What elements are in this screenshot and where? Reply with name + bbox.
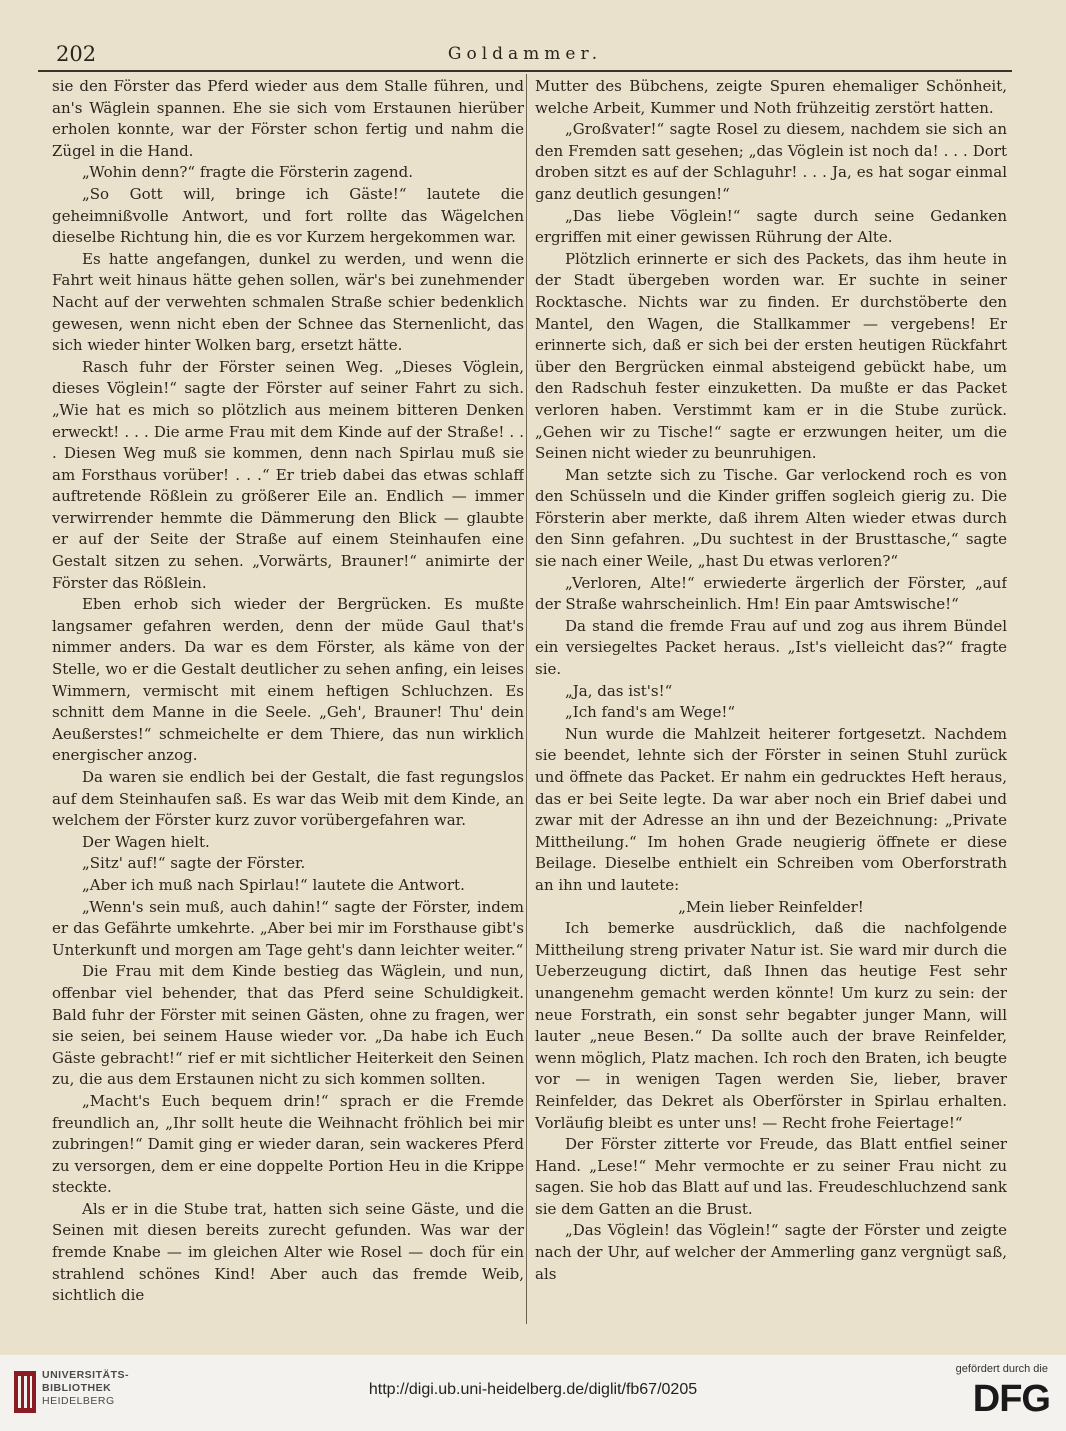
paragraph: Die Frau mit dem Kinde bestieg das Wäglein, und nun, offenbar viel behender, that das Pferd seine Schuldigkeit. Bald fuhr der Förster mit seinen Gästen, ohne zu fragen, wer sie seien, bei seinem Hause wieder vor. „Da habe ich Euch Gäste gebracht!“ rief er mit sichtlicher Heiterkeit den Seinen zu, die aus dem Erstaunen nicht zu sich kommen sollten. xyxy=(52,962,524,1089)
paragraph: Rasch fuhr der Förster seinen Weg. „Dieses Vöglein, dieses Vöglein!“ sagte der Förster auf seiner Fahrt zu sich. „Wie hat es mich so plötzlich aus meinem bitteren Denken erweckt! . . . Die arme Frau mit dem Kinde auf der Straße! . . . Diesen Weg muß sie kommen, denn nach Spirlau muß sie am Forsthaus vorüber! . . .“ Er trieb dabei das etwas schlaff auftretende Rößlein zu größerer Eile an. Endlich — immer verwirrender hemmte die Dämmerung den Blick — glaubte er auf der Seite der Straße auf einem Steinhaufen eine Gestalt sitzen zu sehen. „Vorwärts, Brauner!“ animirte der Förster das Rößlein. xyxy=(52,357,524,592)
paragraph: sie den Förster das Pferd wieder aus dem Stalle führen, und an's Wäglein spannen. Ehe sie sich vom Erstaunen hierüber erholen konnte, war der Förster schon fertig und nahm die Zügel in die Hand. xyxy=(52,77,524,160)
page-header xyxy=(38,34,1012,72)
funded-by-text: gefördert durch die xyxy=(955,1363,1048,1375)
paragraph: Nun wurde die Mahlzeit heiterer fortgesetzt. Nachdem sie beendet, lehnte sich der Förster in seinen Stuhl zurück und öffnete das Packet. Er nahm ein gedrucktes Heft heraus, das er bei Seite legte. Da war aber noch ein Brief dabei und zwar mit der Adresse an ihn und der Bezeichnung: „Private Mittheilung.“ Im hohen Grade neugierig öffnete er diese Beilage. Dieselbe enthielt ein Schreiben vom Oberforstrath an ihn und lautete: xyxy=(535,724,1007,894)
paragraph: Plötzlich erinnerte er sich des Packets, das ihm heute in der Stadt übergeben worden war. Er suchte in seiner Rocktasche. Nichts war zu finden. Er durchstöberte den Mantel, den Wagen, die Stallkammer — vergebens! Er erinnerte sich, daß er sich bei der ersten heutigen Rückfahrt über den Bergrücken einmal absteigend gebückt habe, um den Radschuh fester einzuketten. Da mußte er das Packet verloren haben. Verstimmt kam er in die Stube zurück. „Gehen wir zu Tische!“ sagte er erzwungen heiter, um die Seinen nicht wieder zu beunruhigen. xyxy=(535,249,1007,463)
paragraph: „Verloren, Alte!“ erwiederte ärgerlich der Förster, „auf der Straße wahrscheinlich. Hm! Ein paar Amtswische!“ xyxy=(535,573,1007,614)
paragraph: „Macht's Euch bequem drin!“ sprach er die Fremde freundlich an, „Ihr sollt heute die Weihnacht fröhlich bei mir zubringen!“ Damit ging er wieder daran, sein wackeres Pferd zu versorgen, dem er eine doppelte Portion Heu in die Krippe steckte. xyxy=(52,1091,524,1197)
text-column-right xyxy=(535,76,1007,1326)
paragraph: Eben erhob sich wieder der Bergrücken. Es mußte langsamer gefahren werden, denn der müde Gaul that's nimmer anders. Da war es dem Förster, als käme von der Stelle, wo er die Gestalt deutlicher zu sehen anfing, ein leises Wimmern, vermischt mit einem heftigen Schluchzen. Es schnitt dem Manne in die Seele. „Geh', Brauner! Thu' dein Aeußerstes!“ schmeichelte er dem Thiere, das nun wirklich energischer anzog. xyxy=(52,595,524,765)
paragraph: „Aber ich muß nach Spirlau!“ lautete die Antwort. xyxy=(82,875,465,894)
paragraph: Man setzte sich zu Tische. Gar verlockend roch es von den Schüsseln und die Kinder griffen sogleich gierig zu. Die Försterin aber merkte, daß ihrem Alten wieder etwas durch den Sinn gefahren. „Du suchtest in der Brusttasche,“ sagte sie nach einer Weile, „hast Du etwas verloren?“ xyxy=(535,465,1007,571)
library-name-line-2: BIBLIOTHEK xyxy=(42,1382,112,1394)
paragraph: Der Wagen hielt. xyxy=(82,832,210,851)
paragraph: Da waren sie endlich bei der Gestalt, die fast regungslos auf dem Steinhaufen saß. Es war das Weib mit dem Kinde, an welchem der Förster kurz zuvor vorübergefahren war. xyxy=(52,768,524,830)
paragraph: Ich bemerke ausdrücklich, daß die nachfolgende Mittheilung streng privater Natur ist. Sie ward mir durch die Ueberzeugung dictirt, daß Ihnen das heutige Fest sehr unangenehm gemacht werden könnte! Um kurz zu sein: der neue Forstrath, ein sonst sehr begabter junger Mann, will lauter „neue Besen.“ Da sollte auch der brave Reinfelder, wenn möglich, Platz machen. Ich roch den Braten, ich beugte vor — in wenigen Tagen werden Sie, lieber, braver Reinfelder, das Dekret als Oberförster in Spirlau erhalten. Vorläufig bleibt es unter uns! — Recht frohe Feiertage!“ xyxy=(535,919,1007,1132)
page-number: 202 xyxy=(56,42,97,66)
paragraph: „Wohin denn?“ fragte die Försterin zagend. xyxy=(82,163,413,182)
paragraph: „Das Vöglein! das Vöglein!“ sagte der Förster und zeigte nach der Uhr, auf welcher der Ammerling ganz vergnügt saß, als xyxy=(535,1221,1007,1283)
running-title: Goldammer. xyxy=(447,44,603,64)
paragraph: „So Gott will, bringe ich Gäste!“ lautete die geheimnißvolle Antwort, und fort rollte das Wägelchen dieselbe Richtung hin, die es vor Kurzem hergekommen war. xyxy=(52,184,524,247)
paragraph: Der Förster zitterte vor Freude, das Blatt entfiel seiner Hand. „Lese!“ Mehr vermochte er zu seiner Frau nicht zu sagen. Sie hob das Blatt auf und las. Freudeschluchzend sank sie dem Gatten an die Brust. xyxy=(535,1135,1007,1218)
column-divider xyxy=(526,74,527,1324)
paragraph: „Das liebe Vöglein!“ sagte durch seine Gedanken ergriffen mit einer gewissen Rührung der Alte. xyxy=(535,206,1007,247)
paragraph: Es hatte angefangen, dunkel zu werden, und wenn die Fahrt weit hinaus hätte gehen sollen, wär's bei zunehmender Nacht auf der verwehten schmalen Straße schier bedenklich gewesen, wenn nicht eben der Schnee das Sternenlicht, das sich wieder hinter Wolken barg, ersetzt hätte. xyxy=(52,249,524,355)
paragraph: Mutter des Bübchens, zeigte Spuren ehemaliger Schönheit, welche Arbeit, Kummer und Noth frühzeitig zerstört hatten. xyxy=(535,77,1007,117)
library-name-line-1: UNIVERSITÄTS- xyxy=(42,1369,130,1381)
paragraph: Als er in die Stube trat, hatten sich seine Gäste, und die Seinen mit diesen bereits zurecht gefunden. Was war der fremde Knabe — im gleichen Alter wie Rosel — doch für ein strahlend schönes Kind! Aber auch das fremde Weib, sichtlich die xyxy=(52,1199,524,1305)
paragraph: „Großvater!“ sagte Rosel zu diesem, nachdem sie sich an den Fremden satt gesehen; „das Vöglein ist noch da! . . . Dort droben sitzt es auf der Schlaguhr! . . . Ja, es hat sogar einmal ganz deutlich gesungen!“ xyxy=(535,120,1007,203)
footer-bar xyxy=(0,1355,1066,1431)
paragraph: Da stand die fremde Frau auf und zog aus ihrem Bündel ein versiegeltes Packet heraus. „Ist's vielleicht das?“ fragte sie. xyxy=(535,616,1007,679)
paragraph: „Ich fand's am Wege!“ xyxy=(565,703,736,722)
dfg-logo: DFG xyxy=(972,1378,1050,1420)
paragraph: „Sitz' auf!“ sagte der Förster. xyxy=(82,854,306,873)
paragraph: „Wenn's sein muß, auch dahin!“ sagte der Förster, indem er das Gefährte umkehrte. „Aber bei mir im Forsthause gibt's Unterkunft und morgen am Tage geht's dann leichter weiter.“ xyxy=(52,897,524,959)
text-column-left xyxy=(52,76,524,1326)
page-content xyxy=(38,34,1012,1334)
paragraph: „Ja, das ist's!“ xyxy=(565,681,673,700)
paragraph: „Mein lieber Reinfelder! xyxy=(678,897,864,916)
library-name-line-3: HEIDELBERG xyxy=(42,1395,115,1407)
source-url-link[interactable]: http://digi.ub.uni-heidelberg.de/diglit/fb67/0205 xyxy=(368,1381,698,1398)
